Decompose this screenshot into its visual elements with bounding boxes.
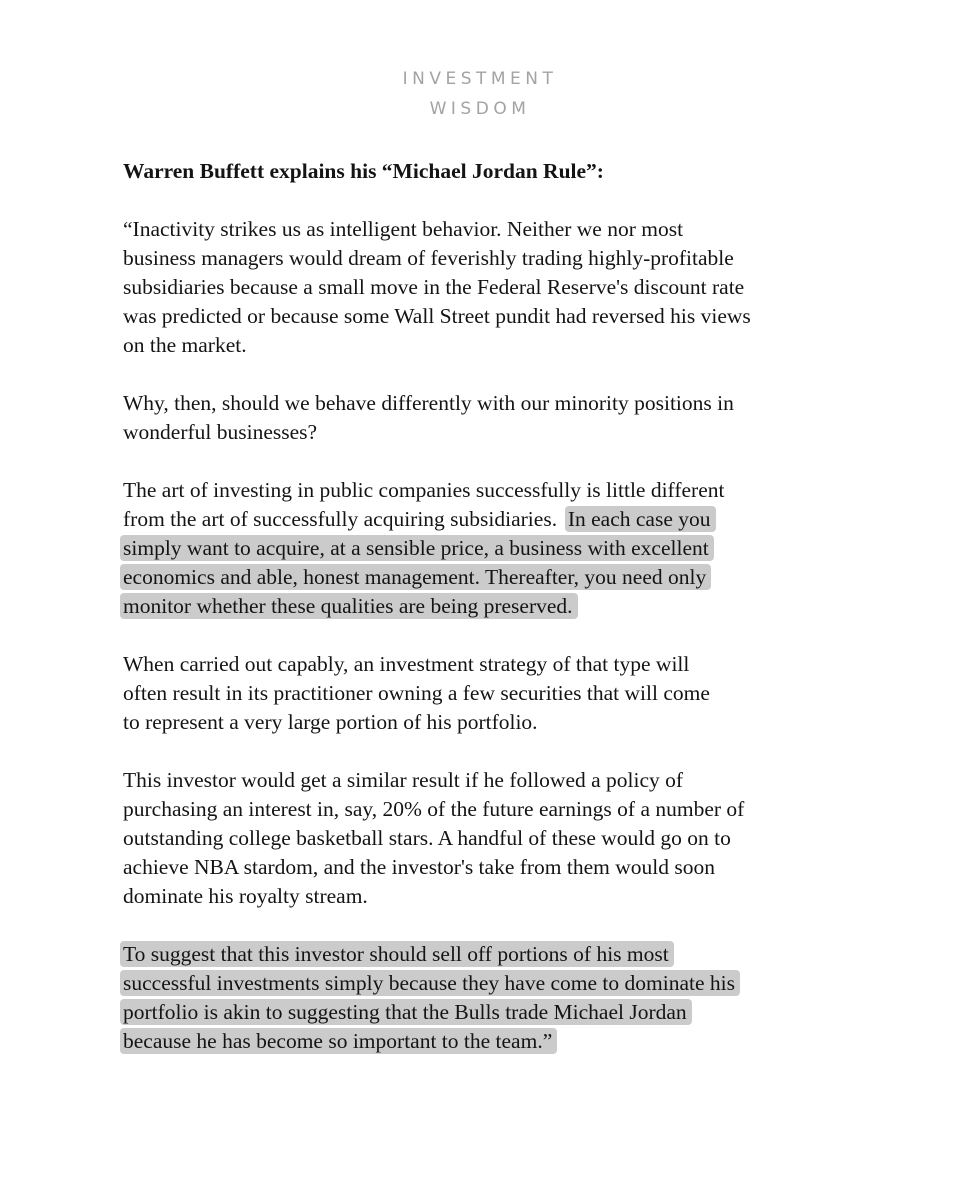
highlighted-text: In each case you bbox=[565, 506, 716, 532]
paragraph-line bbox=[123, 969, 843, 998]
highlighted-text: monitor whether these qualities are being preserved. bbox=[120, 593, 578, 619]
paragraph-line bbox=[123, 534, 843, 563]
highlighted-text: economics and able, honest management. Thereafter, you need only bbox=[120, 564, 711, 590]
paragraph-line: to represent a very large portion of his portfolio. bbox=[123, 710, 538, 734]
header-line-1: INVESTMENT bbox=[402, 69, 558, 89]
paragraph-line bbox=[123, 998, 843, 1027]
paragraph-line: often result in its practitioner owning a few securities that will come bbox=[123, 681, 710, 705]
plain-text: from the art of successfully acquiring subsidiaries. bbox=[123, 507, 558, 531]
paragraph-line bbox=[123, 563, 843, 592]
paragraph-line: on the market. bbox=[123, 333, 247, 357]
paragraph-line bbox=[123, 940, 843, 969]
paragraph-4 bbox=[123, 650, 843, 737]
highlighted-text: simply want to acquire, at a sensible price, a business with excellent bbox=[120, 535, 714, 561]
article-body bbox=[123, 157, 843, 1085]
paragraph-2 bbox=[123, 389, 843, 447]
paragraph-line: outstanding college basketball stars. A handful of these would go on to bbox=[123, 826, 731, 850]
paragraph-line: achieve NBA stardom, and the investor's take from them would soon bbox=[123, 855, 716, 879]
article-title: Warren Buffett explains his “Michael Jordan Rule”: bbox=[123, 159, 604, 183]
paragraph-line: The art of investing in public companies successfully is little different bbox=[123, 478, 725, 502]
paragraph-line: Why, then, should we behave differently with our minority positions in bbox=[123, 391, 734, 415]
paragraph-line: subsidiaries because a small move in the Federal Reserve's discount rate bbox=[123, 275, 745, 299]
highlighted-text: successful investments simply because they have come to dominate his bbox=[120, 970, 740, 996]
paragraph-6 bbox=[123, 940, 843, 1056]
paragraph-line bbox=[123, 592, 843, 621]
paragraph-line: was predicted or because some Wall Street pundit had reversed his views bbox=[123, 304, 751, 328]
paragraph-line: This investor would get a similar result if he followed a policy of bbox=[123, 768, 684, 792]
header-line-2: WISDOM bbox=[429, 99, 531, 119]
paragraph-1 bbox=[123, 215, 843, 360]
paragraph-line: “Inactivity strikes us as intelligent behavior. Neither we nor most bbox=[123, 217, 684, 241]
paragraph-line: business managers would dream of feverishly trading highly-profitable bbox=[123, 246, 734, 270]
highlighted-text: To suggest that this investor should sell off portions of his most bbox=[120, 941, 674, 967]
paragraph-line: dominate his royalty stream. bbox=[123, 884, 368, 908]
paragraph-line bbox=[123, 1027, 843, 1056]
paragraph-line bbox=[123, 505, 843, 534]
highlighted-text: because he has become so important to the team.” bbox=[120, 1028, 557, 1054]
paragraph-line: wonderful businesses? bbox=[123, 420, 318, 444]
paragraph-5 bbox=[123, 766, 843, 911]
paragraph-3 bbox=[123, 476, 843, 621]
paragraph-line: When carried out capably, an investment strategy of that type will bbox=[123, 652, 690, 676]
paragraph-line: purchasing an interest in, say, 20% of the future earnings of a number of bbox=[123, 797, 745, 821]
page-header bbox=[0, 64, 960, 124]
highlighted-text: portfolio is akin to suggesting that the Bulls trade Michael Jordan bbox=[120, 999, 692, 1025]
